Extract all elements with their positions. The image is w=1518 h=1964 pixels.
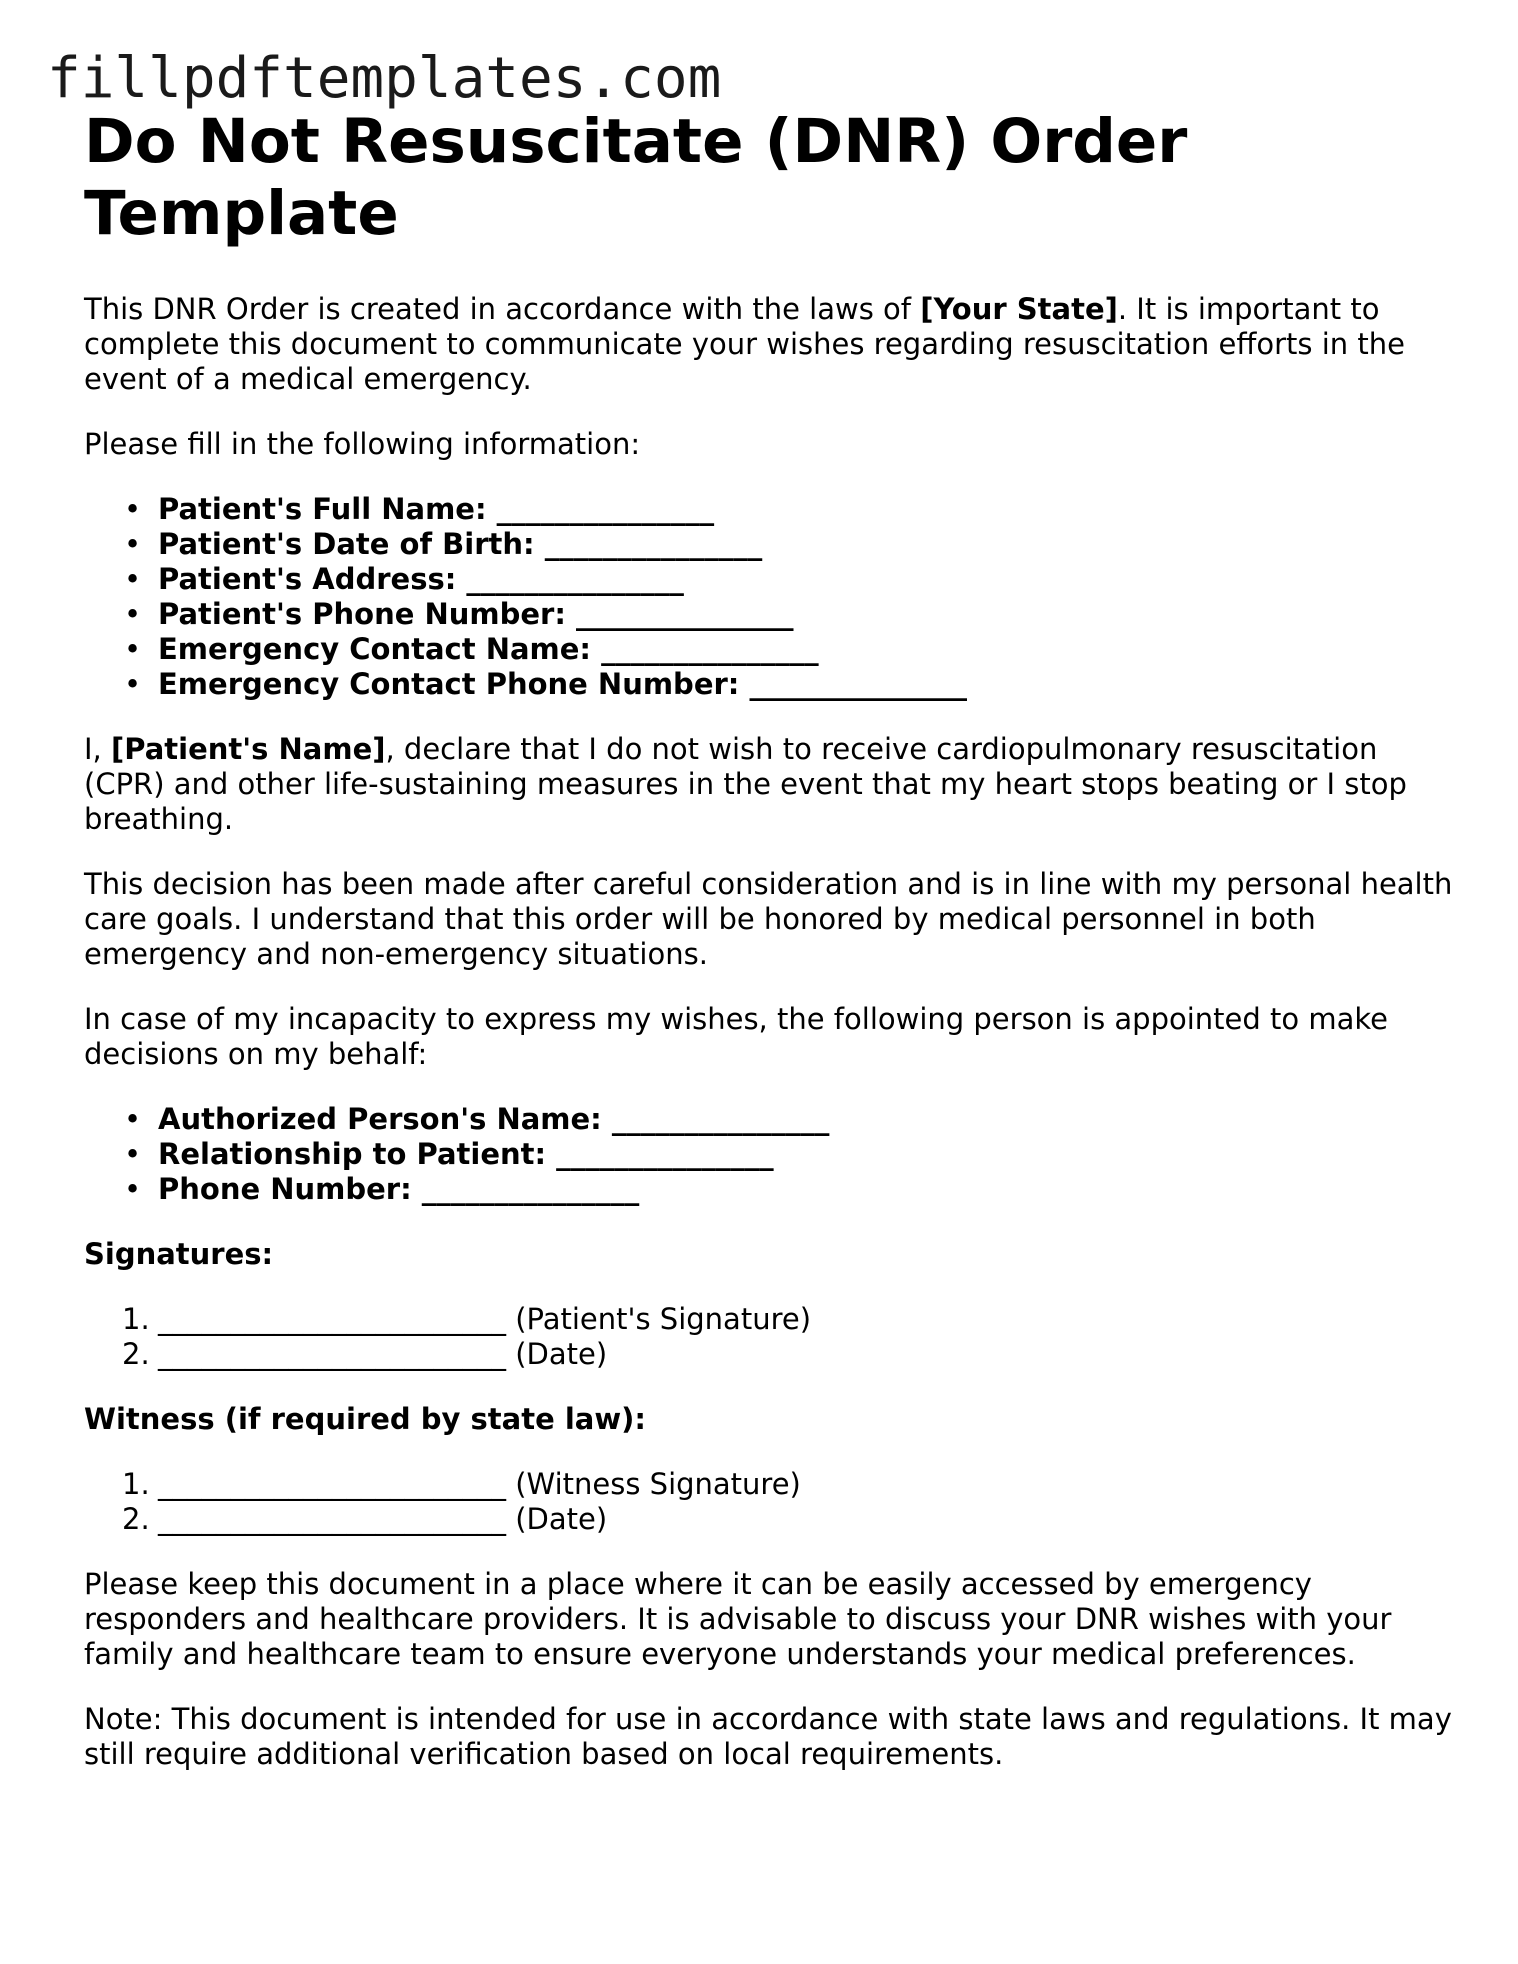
patient-name-field[interactable]: • Patient's Full Name: _______________: [84, 492, 1454, 527]
witness-list: [84, 1467, 1454, 1537]
document-title: Do Not Resuscitate (DNR) Order Template: [84, 106, 1188, 249]
witness-signature-line[interactable]: [84, 1467, 1454, 1502]
list-number: 1.: [122, 1302, 150, 1336]
list-number: 2.: [122, 1502, 150, 1536]
emergency-contact-phone-field[interactable]: • Emergency Contact Phone Number: _______________: [84, 667, 1454, 702]
witness-heading: Witness (if required by state law):: [84, 1402, 647, 1436]
keep-document-paragraph: Please keep this document in a place where it can be easily accessed by emergency responders and healthcare providers. It is advisable to discuss your DNR wishes with your family and healthcare team to ensure everyone understands your medical preferences.: [84, 1567, 1392, 1671]
note-paragraph: Note: This document is intended for use in accordance with state laws and regulations. It may still require additional verification based on local requirements.: [84, 1702, 1452, 1771]
witness-date-line[interactable]: [84, 1502, 1454, 1537]
intro-paragraph: [84, 292, 1454, 397]
declaration-paragraph: [84, 732, 1454, 837]
incapacity-paragraph: In case of my incapacity to express my wishes, the following person is appointed to make decisions on my behalf:: [84, 1002, 1388, 1071]
watermark-text: fillpdftemplates.com: [47, 46, 722, 111]
patient-date-line[interactable]: [84, 1337, 1454, 1372]
state-placeholder: [Your State]: [920, 292, 1118, 326]
emergency-contact-name-field[interactable]: • Emergency Contact Name: _______________: [84, 632, 1454, 667]
intro-text-start: This DNR Order is created in accordance with the laws of: [84, 292, 921, 326]
authorized-name-field[interactable]: • Authorized Person's Name: _______________: [84, 1102, 1454, 1137]
patient-phone-field[interactable]: • Patient's Phone Number: _______________: [84, 597, 1454, 632]
patient-info-list: [84, 492, 1454, 702]
patient-signature-line[interactable]: [84, 1302, 1454, 1337]
fill-prompt: Please fill in the following information:: [84, 427, 641, 461]
authorized-person-list: [84, 1102, 1454, 1207]
list-number: 1.: [122, 1467, 150, 1501]
signature-line-text: ________________________ (Patient's Signature): [158, 1302, 812, 1336]
date-line-text: ________________________ (Date): [158, 1337, 608, 1371]
signatures-list: [84, 1302, 1454, 1372]
patient-address-field[interactable]: • Patient's Address: _______________: [84, 562, 1454, 597]
intro-text-end: . It is important to complete this document to communicate your wishes regarding resuscitation efforts in the event of a medical emergency.: [84, 292, 1405, 396]
signatures-heading: Signatures:: [84, 1237, 274, 1271]
declaration-text-end: , declare that I do not wish to receive cardiopulmonary resuscitation (CPR) and other life-sustaining measures in the event that my heart stops beating or I stop breathing.: [84, 732, 1407, 836]
relationship-field[interactable]: • Relationship to Patient: _______________: [84, 1137, 1454, 1172]
date-line-text: ________________________ (Date): [158, 1502, 608, 1536]
decision-paragraph: This decision has been made after careful consideration and is in line with my personal health care goals. I understand that this order will be honored by medical personnel in both emergency and non-emergency situations.: [84, 867, 1453, 971]
document-body: [84, 106, 1454, 1772]
declaration-text-start: I,: [84, 732, 111, 766]
list-number: 2.: [122, 1337, 150, 1371]
signature-line-text: ________________________ (Witness Signature): [158, 1467, 801, 1501]
patient-name-placeholder: [Patient's Name]: [111, 732, 386, 766]
authorized-phone-field[interactable]: • Phone Number: _______________: [84, 1172, 1454, 1207]
patient-dob-field[interactable]: • Patient's Date of Birth: _______________: [84, 527, 1454, 562]
